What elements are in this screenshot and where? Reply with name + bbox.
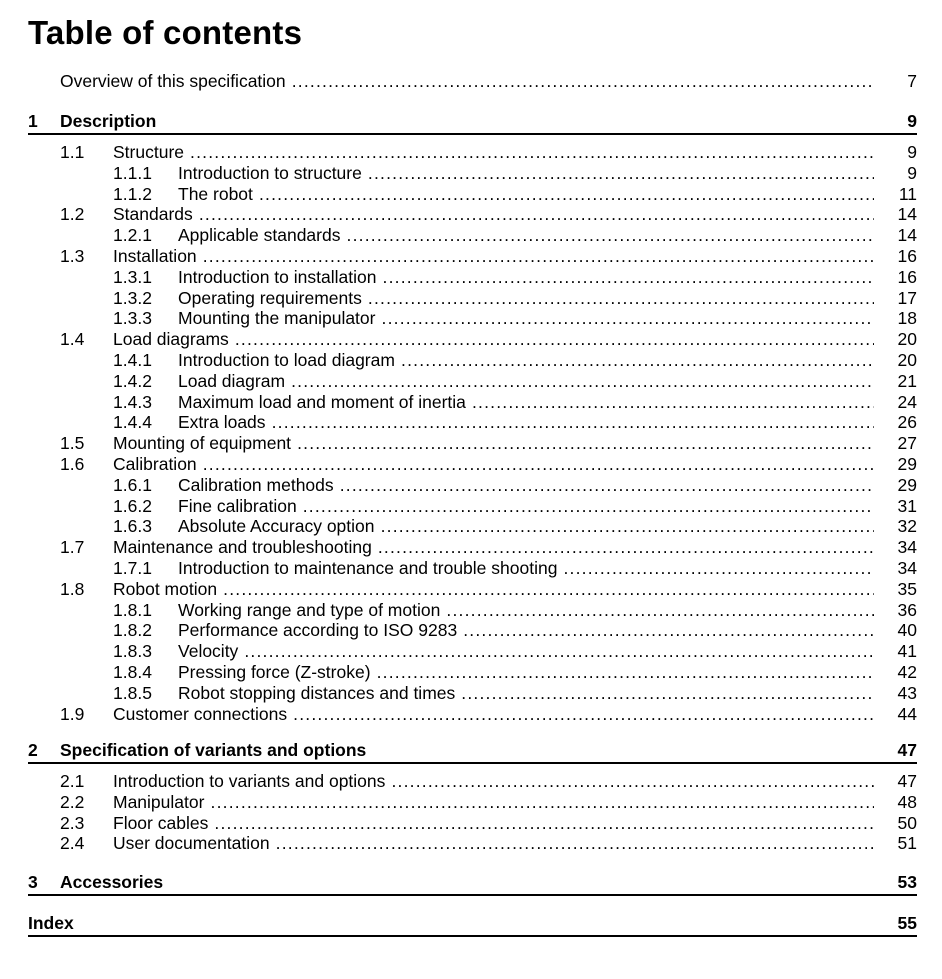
- toc-entry-page: 27: [897, 433, 917, 454]
- toc-entry[interactable]: [0, 142, 942, 163]
- page-title: Table of contents: [28, 14, 303, 51]
- toc-entry-page: 18: [897, 308, 917, 329]
- toc-entry[interactable]: [0, 246, 942, 267]
- toc-entry-page: 47: [897, 771, 917, 791]
- toc-entry-text: Load diagram .....: [178, 371, 874, 392]
- toc-entry-text: Introduction to variants and options .....: [113, 771, 874, 792]
- toc-chapter-number: 3: [28, 872, 38, 892]
- toc-entry-text: Introduction to maintenance and trouble shooting .....: [178, 558, 874, 579]
- toc-chapter-page: 55: [897, 913, 917, 933]
- toc-entry-page: 44: [897, 703, 917, 724]
- toc-entry-text: Structure .....: [113, 142, 874, 163]
- toc-entry[interactable]: [0, 704, 942, 725]
- toc-entry[interactable]: [0, 329, 942, 350]
- toc-entry-text: The robot .....: [178, 184, 874, 205]
- toc-entry[interactable]: [0, 620, 942, 641]
- toc-entry[interactable]: [0, 412, 942, 433]
- toc-entry-text: Maximum load and moment of inertia .....: [178, 392, 874, 413]
- toc-entry-number: 1.3.2: [113, 287, 152, 308]
- chapter-divider: [28, 133, 917, 135]
- toc-entry-text: Mounting the manipulator .....: [178, 308, 874, 329]
- toc-entry-text: User documentation .....: [113, 833, 874, 854]
- toc-entry-number: 1.4.4: [113, 412, 152, 433]
- toc-entry-text: Absolute Accuracy option .....: [178, 516, 874, 537]
- toc-chapter-page: 47: [897, 740, 917, 760]
- toc-entry-page: 34: [897, 558, 917, 578]
- toc-entry-text: Overview of this specification .....: [60, 71, 874, 92]
- toc-entry-number: 1.8: [60, 578, 85, 599]
- toc-entry-text: Customer connections .....: [113, 704, 874, 725]
- toc-entry-page: 43: [897, 682, 917, 703]
- toc-entry-text: Calibration .....: [113, 454, 874, 475]
- toc-entry-page: 40: [897, 620, 917, 641]
- toc-entry[interactable]: [0, 392, 942, 413]
- toc-entry-text: Fine calibration .....: [178, 496, 874, 517]
- toc-entry-overview[interactable]: [0, 71, 942, 92]
- toc-entry[interactable]: [0, 288, 942, 309]
- toc-entry-page: 24: [897, 391, 917, 412]
- toc-entry[interactable]: [0, 267, 942, 288]
- toc-entry-number: 1.2: [60, 204, 85, 225]
- toc-chapter-title: Index: [28, 913, 74, 933]
- toc-entry-text: Floor cables .....: [113, 813, 874, 834]
- toc-entry-page: 14: [897, 225, 917, 246]
- toc-entry-page: 31: [897, 495, 917, 516]
- toc-entry-text: Introduction to structure .....: [178, 163, 874, 184]
- toc-chapter-page: 53: [897, 872, 917, 892]
- toc-entry-text: Performance according to ISO 9283 .....: [178, 620, 874, 641]
- toc-entry-number: 1.8.5: [113, 682, 152, 703]
- toc-entry-number: 1.4.1: [113, 350, 152, 370]
- toc-chapter[interactable]: [0, 913, 942, 934]
- toc-entry[interactable]: [0, 537, 942, 558]
- toc-entry-number: 1.6.1: [113, 474, 152, 495]
- toc-entry-number: 1.8.1: [113, 599, 152, 620]
- toc-entry-number: 1.8.4: [113, 662, 152, 682]
- toc-entry[interactable]: [0, 163, 942, 184]
- toc-entry-page: 17: [897, 287, 917, 308]
- toc-entry-text: Standards .....: [113, 204, 874, 225]
- toc-entry-number: 1.2.1: [113, 225, 152, 246]
- toc-entry-page: 14: [897, 204, 917, 225]
- toc-entry-text: Operating requirements .....: [178, 288, 874, 309]
- toc-entry-page: 7: [907, 71, 917, 91]
- toc-entry[interactable]: [0, 641, 942, 662]
- toc-entry-page: 34: [897, 537, 917, 558]
- toc-entry-number: 1.3: [60, 246, 85, 266]
- toc-entry-page: 29: [897, 474, 917, 495]
- toc-entry-page: 29: [897, 454, 917, 474]
- chapter-divider: [28, 935, 917, 937]
- toc-chapter[interactable]: [0, 111, 942, 132]
- toc-entry-number: 1.4: [60, 329, 85, 350]
- toc-entry[interactable]: [0, 225, 942, 246]
- chapter-divider: [28, 894, 917, 896]
- toc-entry-page: 36: [897, 599, 917, 620]
- toc-entry-page: 48: [897, 791, 917, 812]
- toc-chapter-title: Specification of variants and options: [60, 740, 367, 760]
- toc-entry-page: 9: [907, 162, 917, 183]
- toc-chapter-title: Accessories: [60, 872, 164, 892]
- toc-entry-number: 2.4: [60, 833, 85, 854]
- toc-entry[interactable]: [0, 308, 942, 329]
- toc-chapter-number: 1: [28, 111, 38, 131]
- toc-entry[interactable]: [0, 454, 942, 475]
- toc-entry-number: 2.1: [60, 771, 85, 791]
- toc-entry-number: 1.1.2: [113, 183, 152, 204]
- toc-entry-text: Pressing force (Z-stroke) .....: [178, 662, 874, 683]
- toc-entry-number: 1.6.3: [113, 516, 152, 537]
- toc-entry[interactable]: [0, 600, 942, 621]
- toc-entry-number: 1.3.1: [113, 266, 152, 287]
- toc-entry[interactable]: [0, 683, 942, 704]
- toc-entry-number: 1.4.2: [113, 370, 152, 391]
- toc-entry[interactable]: [0, 662, 942, 683]
- toc-entry[interactable]: [0, 475, 942, 496]
- toc-chapter-title: Description: [60, 111, 157, 131]
- toc-entry[interactable]: [0, 350, 942, 371]
- toc-entry-number: 2.3: [60, 812, 85, 833]
- toc-chapter[interactable]: [0, 740, 942, 761]
- toc-entry-number: 1.6: [60, 454, 85, 474]
- toc-entry-text: Maintenance and troubleshooting .....: [113, 537, 874, 558]
- toc-chapter-number: 2: [28, 740, 38, 760]
- toc-entry-text: Installation .....: [113, 246, 874, 267]
- toc-entry-page: 21: [897, 370, 917, 391]
- toc-entry-text: Robot stopping distances and times .....: [178, 683, 874, 704]
- toc-entry[interactable]: [0, 433, 942, 454]
- chapter-divider: [28, 762, 917, 764]
- toc-entry-number: 1.1.1: [113, 162, 152, 183]
- toc-entry-page: 11: [898, 183, 917, 204]
- toc-entry[interactable]: [0, 771, 942, 792]
- toc-entry[interactable]: [0, 813, 942, 834]
- toc-entry-text: Manipulator .....: [113, 792, 874, 813]
- toc-entry-text: Introduction to load diagram .....: [178, 350, 874, 371]
- toc-entry-page: 20: [897, 350, 917, 370]
- toc-entry-text: Velocity .....: [178, 641, 874, 662]
- toc-entry-number: 1.7.1: [113, 558, 152, 578]
- toc-entry-page: 9: [907, 142, 917, 162]
- toc-entry-number: 1.9: [60, 703, 85, 724]
- toc-entry-page: 51: [897, 833, 917, 854]
- toc-entry-number: 2.2: [60, 791, 85, 812]
- toc-entry-number: 1.6.2: [113, 495, 152, 516]
- toc-entry-text: Applicable standards .....: [178, 225, 874, 246]
- toc-entry-page: 41: [897, 641, 917, 662]
- toc-entry[interactable]: [0, 184, 942, 205]
- toc-entry-number: 1.5: [60, 433, 85, 454]
- toc-entry[interactable]: [0, 579, 942, 600]
- toc-entry[interactable]: [0, 204, 942, 225]
- toc-entry-number: 1.4.3: [113, 391, 152, 412]
- toc-entry[interactable]: [0, 496, 942, 517]
- toc-entry-page: 32: [897, 516, 917, 537]
- toc-entry-page: 42: [897, 662, 917, 682]
- toc-entry-text: Calibration methods .....: [178, 475, 874, 496]
- toc-entry-number: 1.3.3: [113, 308, 152, 329]
- toc-entry[interactable]: [0, 516, 942, 537]
- toc-entry-number: 1.8.3: [113, 641, 152, 662]
- toc-entry-page: 20: [897, 329, 917, 350]
- toc-entry[interactable]: [0, 558, 942, 579]
- toc-entry-text: Working range and type of motion .....: [178, 600, 874, 621]
- toc-chapter[interactable]: [0, 872, 942, 893]
- toc-entry-text: Introduction to installation .....: [178, 267, 874, 288]
- toc-entry-page: 26: [897, 412, 917, 433]
- toc-entry-text: Load diagrams .....: [113, 329, 874, 350]
- toc-entry[interactable]: [0, 371, 942, 392]
- toc-chapter-page: 9: [907, 111, 917, 131]
- toc-entry[interactable]: [0, 792, 942, 813]
- toc-entry-number: 1.1: [60, 142, 85, 162]
- toc-entry-page: 16: [897, 266, 917, 287]
- toc-entry-page: 50: [897, 812, 917, 833]
- toc-entry-page: 35: [897, 578, 917, 599]
- toc-entry-text: Extra loads .....: [178, 412, 874, 433]
- toc-entry-number: 1.7: [60, 537, 85, 558]
- toc-entry-number: 1.8.2: [113, 620, 152, 641]
- toc-entry-page: 16: [897, 246, 917, 266]
- toc-entry-text: Mounting of equipment .....: [113, 433, 874, 454]
- toc-entry[interactable]: [0, 833, 942, 854]
- toc-entry-text: Robot motion .....: [113, 579, 874, 600]
